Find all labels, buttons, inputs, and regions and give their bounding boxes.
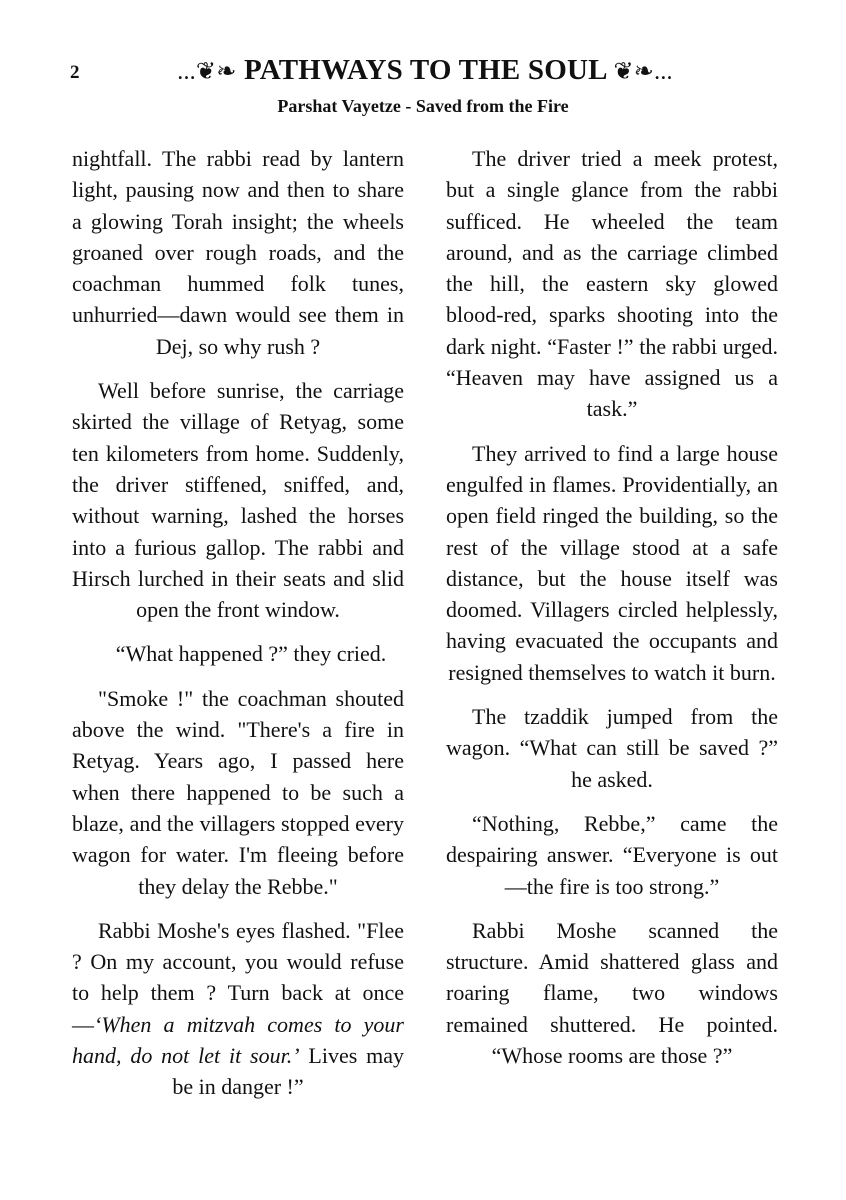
paragraph — [72, 915, 404, 1103]
paragraph: Well before sunrise, the carriage skirted the village of Retyag, some ten kilometers from home. Suddenly, the driver stiffened, sniffed, and, without warning, lashed the horses into a furious gallop. The rabbi and Hirsch lurched in their seats and slid open the front window. — [72, 378, 404, 623]
ornament-right: ❦❧... — [613, 59, 673, 85]
paragraph-text: Rabbi Moshe's eyes flashed. "Flee ? On my account, you would refuse to help them ? Turn back at once— — [72, 917, 404, 1037]
paragraph-text: Lives may be in danger !” — [172, 1043, 404, 1100]
running-header — [130, 54, 720, 87]
paragraph: “What happened ?” they cried. — [115, 641, 387, 667]
ornament-left: ...❦❧ — [177, 59, 237, 85]
paragraph: nightfall. The rabbi read by lantern light, pausing now and then to share a glowing Torah insight; the wheels groaned over rough roads, and the coachman hummed folk tunes, unhurried—dawn would see them in Dej, so why rush ? — [72, 146, 404, 359]
quotation-italic: ‘When a mitzvah comes to your hand, do not let it sour.’ — [72, 1011, 404, 1069]
paragraph: "Smoke !" the coachman shouted above the wind. "There's a fire in Retyag. Years ago, I passed here when there happened to be such a blaze, and the villagers stopped every wagon for water. I'm fleeing before they delay the Rebbe." — [72, 685, 404, 899]
left-column — [72, 143, 404, 1116]
paragraph: The tzaddik jumped from the wagon. “What can still be saved ?” he asked. — [446, 704, 778, 792]
chapter-subtitle: Parshat Vayetze - Saved from the Fire — [277, 96, 569, 116]
page-number: 2 — [70, 62, 80, 83]
paragraph: They arrived to find a large house engulfed in flames. Providentially, an open field ringed the building, so the rest of the village stood at a safe distance, but the house itself was doomed. Villagers circled helplessly, having evacuated the occupants and resigned themselves to watch it burn. — [446, 440, 778, 685]
right-column — [446, 143, 778, 1084]
paragraph: The driver tried a meek protest, but a single glance from the rabbi sufficed. He wheeled the team around, and as the carriage climbed the hill, the eastern sky glowed blood-red, sparks shooting into the dark night. “Faster !” the rabbi urged. “Heaven may have assigned us a task.” — [446, 146, 778, 422]
book-title: PATHWAYS TO THE SOUL — [243, 54, 607, 86]
paragraph: “Nothing, Rebbe,” came the despairing answer. “Everyone is out—the fire is too strong.” — [446, 810, 778, 899]
paragraph: Rabbi Moshe scanned the structure. Amid shattered glass and roaring flame, two windows remained shuttered. He pointed. “Whose rooms are those ?” — [446, 917, 778, 1069]
